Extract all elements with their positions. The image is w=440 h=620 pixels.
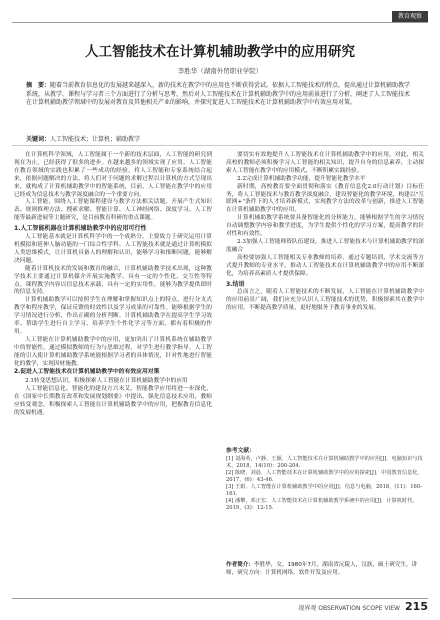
article-title: 人工智能技术在计算机辅助教学中的应用研究 [85, 44, 355, 60]
body-paragraph: 计算机辅助教学可以按照学生在理解和掌握知识点上的特点，进行分支式教学和程序教学，保证反馈的时效性以及学习成果的可靠性。能够根据学生的学习情况进行分析，作出正确的分析判断。计算机辅助教学在提高学生学习效率、帮助学生进行自主学习、培养学生个性化学习等方面，都有着积极的作用。 [14, 297, 212, 335]
body-paragraph: 人工智能，围绕人工智能课程建设与教学方法相关话题，开展产生式知识表、规则推理方法、搜索求解、智能计算、人工神经网络、深度学习、人工智能等最新进展等主题研究，是目前教育科研的重点课题。 [14, 199, 212, 222]
body-paragraph: 随着计算机技术的发展和教育的融合，计算机辅助教学技术出现，这种教学技术主要通过计算机媒介开展实施教学，具有一定的个性化、交互性等特点。课程教学内容以信息技术承载，具有一定的实用性，能够为教学提供即时的信息支持。 [14, 265, 212, 296]
abstract [26, 82, 414, 132]
author-note [226, 562, 424, 577]
body-paragraph: 在计算机科学领域，人工智能属于一个新的技术层面，人工智能的研究到现在为止，已经获得了很多的进步。在越来越多的领域实现了应用。人工智能在教育领域的实践也积累了一些成功的经验，将人工智能和专家系统结合起来，依据问题解决的方法，将人们对于问题的求解过程以计算机的方式呈现出来，就构成了计算机辅助教学中的智能系统，目前，人工智能在教学中的应用已经成为信息技术与教学深度融合的一个重要方向。 [14, 152, 212, 198]
references-title: 参考文献： [226, 448, 255, 454]
references [226, 448, 424, 512]
page-number: 215 [405, 600, 428, 613]
body-paragraph: 高校要加强人工智能相关专业教师的培养，通过专题培训、学术交流等方式提升教师的专业水平，推动人工智能技术在计算机辅助教学中的应用不断深化，为培养高素质人才提供保障。 [226, 254, 424, 277]
keywords [26, 134, 414, 143]
body-paragraph: 2.2完成计算机辅助教学功能，提升智能化教学水平 [237, 175, 366, 182]
section-heading: 2.促进人工智能技术在计算机辅助教学中的有效应用对策 [14, 369, 160, 376]
keywords-label: 关键词： [26, 136, 51, 143]
body-paragraph: 人工智能在计算机辅助教学中的应用，更加突出了计算机系统在辅助教学中的智能性，通过模拟教师的行为与思维过程，对学生进行教学指导。人工智能的引入使计算机辅助教学系统能根据学习者的具体情况，针对性地进行智能化的教学，实现因材施教。 [14, 336, 212, 367]
top-rule [12, 22, 428, 23]
section-heading: 1.人工智能机器在计算机辅助教学中的应用可行性 [14, 225, 147, 233]
body-column-right [226, 152, 424, 313]
keywords-text: 人工智能技术；计算机；辅助教学 [50, 136, 141, 143]
author-note-label: 作者简介： [226, 562, 254, 568]
article-author: 李胜华（湖南外贸职业学院） [177, 67, 263, 75]
reference-item: [4] 潘攀，邓正宏．人工智能技术在计算机辅助教学系统中的应用[J]．计算机时代，2019，(3)：12-15. [226, 498, 418, 511]
body-paragraph: 人工智能信息化、智能化的建设方兴未艾，智能教学应用将进一步深化，在《国家中长期教育改革和发展规划纲要》中提出，强化信息技术应用，教师应转变观念，积极探索人工智能在计算机辅助教学中的应用，把握教育信息化的发展机遇。 [14, 386, 212, 416]
reference-item: [2] 陈晓，刘晨．人工智能技术在计算机辅助教学中的应用探索[J]．中国教育信息化，2017，(6)：43-46. [226, 470, 423, 483]
footer-rule [12, 598, 428, 599]
abstract-text: 随着当前教育信息化的发展越来越深入，新的技术在教学中的应用也不断获得尝试。依据人工智能技术的特点，提出通过计算机辅助教学系统，从教学、课程与学习者三个方面进行了分析与思考，然后对人工智能技术在计算机辅助教学中的应用前景进行了分析，阐述了人工智能技术在计算机辅助教学领域中的发展对教育及其他相关产业的影响，并探究促进人工智能技术在计算机辅助教学中有效应用对策。 [26, 82, 411, 107]
body-paragraph: 新时期，高校教育要全面贯彻和落实《教育信息化2.0行动计划》目标任务，将人工智能技术与教育教学深度融合，建设智能化的教学环境，构建以"互联网+"条件下的人才培养新模式，实现教学方法的改革与创新，推进人工智能在计算机辅助教学中的应用。 [226, 183, 424, 214]
body-paragraph: 要切实有效地提升人工智能技术在计算机辅助教学中的应用，对此，相关高校的教师必须积极学习人工智能的相关知识，提升自身的信息素养，主动探索人工智能在教学中的应用模式，不断积累实践经验。 [226, 152, 424, 174]
section-heading: 3.结语 [226, 280, 245, 288]
body-paragraph: 2.3加强人工智能师资队伍建设，推进人工智能技术与计算机辅助教学的深度融合 [226, 238, 424, 253]
body-paragraph: 总而言之，随着人工智能技术的不断发展，人工智能在计算机辅助教学中的应用前景广阔，我们应充分认识人工智能技术的优势，积极探索其在教学中的应用，不断提高教学质量，更好地服务于教育事业的发展。 [226, 289, 424, 312]
author-note-text: 李胜华，女，1980年7月，湖南省沅陵人，汉族，硕士研究生，讲师，研究方向：计算机网络、软件开发及应用。 [226, 562, 418, 576]
abstract-label: 摘 要： [26, 82, 51, 89]
body-paragraph: 人工智能基本就是计算机科学中的一个成熟分，主要致力于研究运用计算机模拟和延伸人脑功能的一门综合性学科。人工智能技术就是通过计算机模拟人类思维模式，让计算机具备人的理解和认识，能够学习和推断问题，能够解决问题。 [14, 234, 212, 264]
body-paragraph: 2.1转变思想认识，积极探索人工智能在计算机辅助教学中的应用 [25, 378, 188, 385]
body-column-left [14, 152, 212, 418]
footer-journal-name: 视界观 OBSERVATION SCOPE VIEW [298, 605, 400, 612]
reference-item: [1] 刘海英，卢静，王颖．人工智能技术在计算机辅助教学中的应用[J]．电脑知识与技术，2018，14(10)：200-204. [226, 456, 423, 469]
body-paragraph: 计算机辅助教学系统要具备智能化的分析能力，能够根据学生的学习情况自动调整教学内容和教学进度，为学生提供个性化的学习方案，提高教学的针对性和有效性。 [226, 215, 424, 238]
reference-list [226, 456, 424, 512]
reference-item: [3] 王娟．人工智能在计算机辅助教学中的应用[J]．信息与电脑，2018，(11)：160-161. [226, 484, 422, 497]
separator-rule [12, 145, 428, 146]
column-tag: 教育观察 [392, 11, 428, 22]
